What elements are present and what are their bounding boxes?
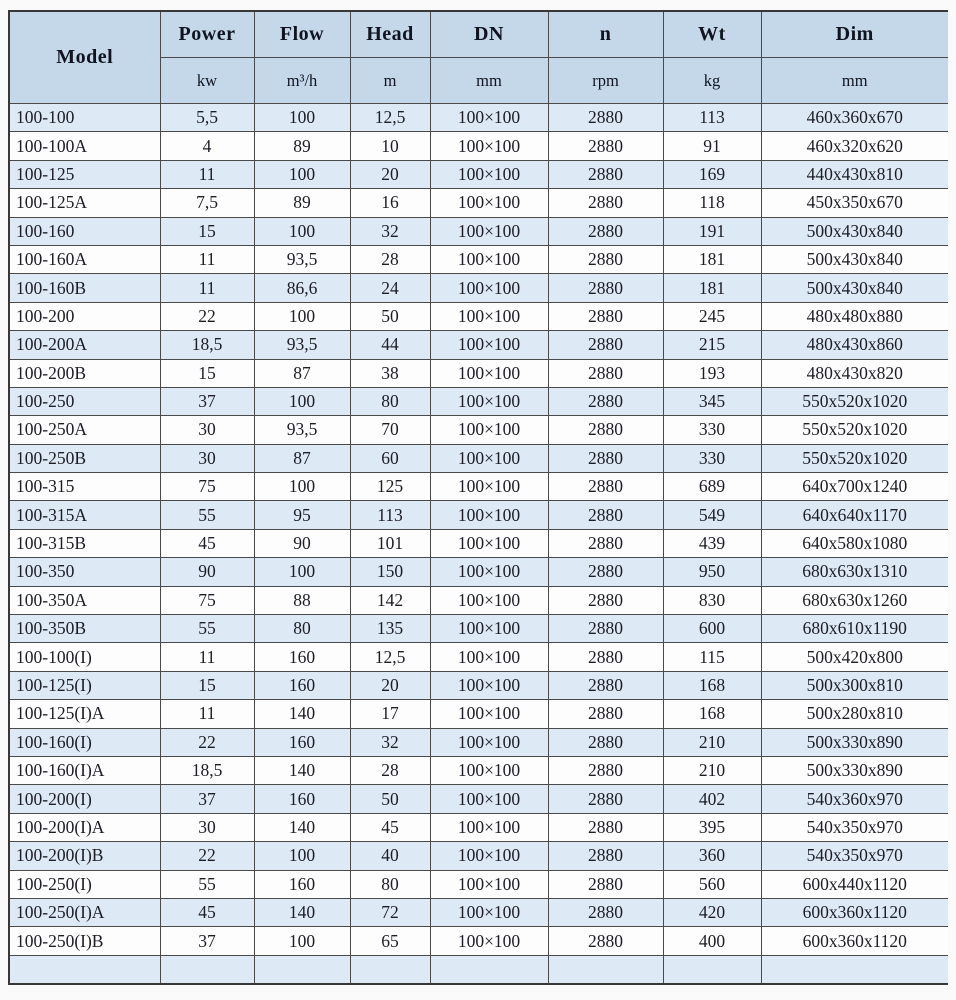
cell-n: 2880 — [548, 473, 663, 501]
cell-wt: 210 — [663, 756, 761, 784]
cell-wt: 600 — [663, 615, 761, 643]
cell-dim: 480x430x820 — [761, 359, 948, 387]
cell-model: 100-250A — [9, 416, 160, 444]
cell-n: 2880 — [548, 160, 663, 188]
unit-dim: mm — [761, 58, 948, 104]
cell-model: 100-125 — [9, 160, 160, 188]
table-row — [9, 501, 948, 529]
cell-model: 100-250(I)A — [9, 898, 160, 926]
cell-power: 7,5 — [160, 189, 254, 217]
cell-n: 2880 — [548, 728, 663, 756]
cell-wt: 400 — [663, 927, 761, 955]
cell-n: 2880 — [548, 189, 663, 217]
table-row — [9, 785, 948, 813]
cell-dim: 680x630x1310 — [761, 558, 948, 586]
cell-dn: 100×100 — [430, 927, 548, 955]
unit-wt: kg — [663, 58, 761, 104]
cell-empty — [761, 955, 948, 984]
cell-wt: 395 — [663, 813, 761, 841]
cell-n: 2880 — [548, 104, 663, 132]
cell-n: 2880 — [548, 813, 663, 841]
cell-model: 100-160A — [9, 245, 160, 273]
cell-power: 75 — [160, 586, 254, 614]
table-row — [9, 728, 948, 756]
table-row — [9, 160, 948, 188]
cell-model: 100-350 — [9, 558, 160, 586]
cell-flow: 100 — [254, 217, 350, 245]
column-header-model: Model — [9, 11, 160, 104]
cell-flow: 93,5 — [254, 331, 350, 359]
cell-flow: 160 — [254, 785, 350, 813]
cell-model: 100-125A — [9, 189, 160, 217]
cell-model: 100-200(I) — [9, 785, 160, 813]
cell-flow: 140 — [254, 700, 350, 728]
cell-dim: 500x430x840 — [761, 245, 948, 273]
cell-wt: 115 — [663, 643, 761, 671]
table-row — [9, 671, 948, 699]
cell-flow: 95 — [254, 501, 350, 529]
cell-head: 142 — [350, 586, 430, 614]
cell-head: 38 — [350, 359, 430, 387]
cell-model: 100-100(I) — [9, 643, 160, 671]
cell-model: 100-100A — [9, 132, 160, 160]
cell-dn: 100×100 — [430, 671, 548, 699]
cell-power: 15 — [160, 217, 254, 245]
cell-head: 20 — [350, 160, 430, 188]
cell-dim: 550x520x1020 — [761, 387, 948, 415]
cell-dn: 100×100 — [430, 104, 548, 132]
cell-dim: 680x610x1190 — [761, 615, 948, 643]
cell-dim: 540x350x970 — [761, 842, 948, 870]
cell-model: 100-200 — [9, 302, 160, 330]
cell-head: 101 — [350, 529, 430, 557]
table-row — [9, 586, 948, 614]
cell-head: 24 — [350, 274, 430, 302]
table-row — [9, 473, 948, 501]
cell-dn: 100×100 — [430, 615, 548, 643]
unit-head: m — [350, 58, 430, 104]
cell-head: 60 — [350, 444, 430, 472]
column-header-wt: Wt — [663, 11, 761, 58]
cell-n: 2880 — [548, 529, 663, 557]
cell-dim: 460x360x670 — [761, 104, 948, 132]
table-row — [9, 615, 948, 643]
cell-flow: 140 — [254, 756, 350, 784]
cell-head: 12,5 — [350, 643, 430, 671]
cell-wt: 215 — [663, 331, 761, 359]
cell-wt: 169 — [663, 160, 761, 188]
cell-wt: 245 — [663, 302, 761, 330]
cell-dn: 100×100 — [430, 501, 548, 529]
unit-n: rpm — [548, 58, 663, 104]
cell-flow: 100 — [254, 842, 350, 870]
cell-empty — [160, 955, 254, 984]
cell-empty — [254, 955, 350, 984]
cell-flow: 87 — [254, 359, 350, 387]
cell-power: 45 — [160, 529, 254, 557]
cell-model: 100-250B — [9, 444, 160, 472]
cell-wt: 91 — [663, 132, 761, 160]
cell-flow: 100 — [254, 473, 350, 501]
unit-power: kw — [160, 58, 254, 104]
cell-model: 100-315B — [9, 529, 160, 557]
cell-power: 11 — [160, 160, 254, 188]
table-row — [9, 217, 948, 245]
cell-dim: 500x280x810 — [761, 700, 948, 728]
cell-power: 90 — [160, 558, 254, 586]
cell-flow: 100 — [254, 558, 350, 586]
table-row — [9, 274, 948, 302]
cell-dn: 100×100 — [430, 473, 548, 501]
table-row — [9, 444, 948, 472]
cell-dim: 540x350x970 — [761, 813, 948, 841]
cell-n: 2880 — [548, 416, 663, 444]
cell-flow: 100 — [254, 104, 350, 132]
cell-flow: 140 — [254, 813, 350, 841]
cell-n: 2880 — [548, 359, 663, 387]
cell-dn: 100×100 — [430, 586, 548, 614]
table-row — [9, 189, 948, 217]
table-row — [9, 104, 948, 132]
cell-head: 70 — [350, 416, 430, 444]
cell-wt: 402 — [663, 785, 761, 813]
cell-head: 125 — [350, 473, 430, 501]
cell-n: 2880 — [548, 842, 663, 870]
cell-dim: 440x430x810 — [761, 160, 948, 188]
cell-wt: 118 — [663, 189, 761, 217]
cell-dim: 680x630x1260 — [761, 586, 948, 614]
cell-dim: 600x360x1120 — [761, 927, 948, 955]
cell-head: 50 — [350, 785, 430, 813]
cell-model: 100-160(I) — [9, 728, 160, 756]
cell-dim: 640x580x1080 — [761, 529, 948, 557]
cell-model: 100-200(I)A — [9, 813, 160, 841]
cell-dn: 100×100 — [430, 160, 548, 188]
cell-dn: 100×100 — [430, 274, 548, 302]
cell-power: 30 — [160, 416, 254, 444]
cell-head: 32 — [350, 728, 430, 756]
cell-power: 37 — [160, 927, 254, 955]
cell-wt: 191 — [663, 217, 761, 245]
cell-dn: 100×100 — [430, 842, 548, 870]
cell-n: 2880 — [548, 132, 663, 160]
cell-model: 100-315 — [9, 473, 160, 501]
cell-n: 2880 — [548, 245, 663, 273]
cell-dn: 100×100 — [430, 785, 548, 813]
cell-head: 65 — [350, 927, 430, 955]
cell-n: 2880 — [548, 586, 663, 614]
cell-head: 16 — [350, 189, 430, 217]
cell-wt: 689 — [663, 473, 761, 501]
cell-empty — [548, 955, 663, 984]
cell-head: 72 — [350, 898, 430, 926]
cell-n: 2880 — [548, 444, 663, 472]
cell-power: 55 — [160, 501, 254, 529]
cell-wt: 345 — [663, 387, 761, 415]
cell-dn: 100×100 — [430, 302, 548, 330]
cell-power: 15 — [160, 359, 254, 387]
cell-head: 40 — [350, 842, 430, 870]
cell-dn: 100×100 — [430, 444, 548, 472]
table-row — [9, 529, 948, 557]
column-header-n: n — [548, 11, 663, 58]
cell-wt: 330 — [663, 444, 761, 472]
cell-flow: 93,5 — [254, 416, 350, 444]
column-header-power: Power — [160, 11, 254, 58]
table-row — [9, 387, 948, 415]
cell-model: 100-315A — [9, 501, 160, 529]
cell-dn: 100×100 — [430, 529, 548, 557]
cell-head: 80 — [350, 387, 430, 415]
cell-dim: 500x330x890 — [761, 728, 948, 756]
cell-flow: 160 — [254, 870, 350, 898]
table-body — [9, 104, 948, 985]
cell-dim: 480x480x880 — [761, 302, 948, 330]
unit-flow: m³/h — [254, 58, 350, 104]
cell-wt: 439 — [663, 529, 761, 557]
cell-dn: 100×100 — [430, 359, 548, 387]
cell-flow: 86,6 — [254, 274, 350, 302]
cell-model: 100-160 — [9, 217, 160, 245]
cell-power: 30 — [160, 444, 254, 472]
cell-dim: 550x520x1020 — [761, 416, 948, 444]
cell-power: 22 — [160, 728, 254, 756]
cell-flow: 100 — [254, 160, 350, 188]
cell-power: 18,5 — [160, 756, 254, 784]
cell-dim: 500x300x810 — [761, 671, 948, 699]
cell-flow: 89 — [254, 189, 350, 217]
cell-dim: 450x350x670 — [761, 189, 948, 217]
table-row — [9, 302, 948, 330]
cell-wt: 420 — [663, 898, 761, 926]
cell-empty — [663, 955, 761, 984]
cell-dn: 100×100 — [430, 245, 548, 273]
table-row-partial — [9, 955, 948, 984]
cell-dim: 600x440x1120 — [761, 870, 948, 898]
cell-model: 100-160B — [9, 274, 160, 302]
cell-head: 10 — [350, 132, 430, 160]
cell-n: 2880 — [548, 501, 663, 529]
cell-n: 2880 — [548, 700, 663, 728]
cell-power: 55 — [160, 870, 254, 898]
cell-n: 2880 — [548, 302, 663, 330]
cell-flow: 160 — [254, 728, 350, 756]
cell-model: 100-160(I)A — [9, 756, 160, 784]
cell-head: 28 — [350, 756, 430, 784]
cell-dim: 600x360x1120 — [761, 898, 948, 926]
cell-flow: 100 — [254, 927, 350, 955]
cell-n: 2880 — [548, 898, 663, 926]
cell-dim: 550x520x1020 — [761, 444, 948, 472]
cell-dn: 100×100 — [430, 387, 548, 415]
cell-dn: 100×100 — [430, 416, 548, 444]
cell-dim: 500x420x800 — [761, 643, 948, 671]
cell-dim: 500x330x890 — [761, 756, 948, 784]
cell-power: 22 — [160, 842, 254, 870]
cell-dim: 500x430x840 — [761, 274, 948, 302]
table-header — [9, 11, 948, 104]
column-header-dim: Dim — [761, 11, 948, 58]
table-row — [9, 898, 948, 926]
column-header-flow: Flow — [254, 11, 350, 58]
cell-dim: 480x430x860 — [761, 331, 948, 359]
cell-flow: 90 — [254, 529, 350, 557]
cell-dn: 100×100 — [430, 728, 548, 756]
pump-spec-table — [8, 10, 948, 985]
cell-n: 2880 — [548, 643, 663, 671]
cell-power: 22 — [160, 302, 254, 330]
cell-power: 18,5 — [160, 331, 254, 359]
cell-flow: 160 — [254, 643, 350, 671]
cell-model: 100-200(I)B — [9, 842, 160, 870]
cell-dim: 640x700x1240 — [761, 473, 948, 501]
cell-n: 2880 — [548, 387, 663, 415]
cell-n: 2880 — [548, 927, 663, 955]
cell-dn: 100×100 — [430, 756, 548, 784]
table-row — [9, 132, 948, 160]
cell-wt: 181 — [663, 245, 761, 273]
cell-power: 75 — [160, 473, 254, 501]
spec-table-container — [8, 10, 948, 1000]
cell-wt: 181 — [663, 274, 761, 302]
cell-head: 150 — [350, 558, 430, 586]
cell-dim: 640x640x1170 — [761, 501, 948, 529]
cell-dim: 500x430x840 — [761, 217, 948, 245]
cell-power: 37 — [160, 785, 254, 813]
cell-model: 100-125(I) — [9, 671, 160, 699]
table-row — [9, 558, 948, 586]
cell-head: 32 — [350, 217, 430, 245]
unit-dn: mm — [430, 58, 548, 104]
table-row — [9, 700, 948, 728]
cell-n: 2880 — [548, 785, 663, 813]
cell-head: 113 — [350, 501, 430, 529]
cell-empty — [350, 955, 430, 984]
table-row — [9, 643, 948, 671]
cell-head: 80 — [350, 870, 430, 898]
cell-flow: 100 — [254, 302, 350, 330]
table-row — [9, 842, 948, 870]
table-row — [9, 756, 948, 784]
cell-wt: 830 — [663, 586, 761, 614]
cell-flow: 87 — [254, 444, 350, 472]
cell-flow: 93,5 — [254, 245, 350, 273]
cell-n: 2880 — [548, 558, 663, 586]
table-row — [9, 870, 948, 898]
cell-n: 2880 — [548, 870, 663, 898]
cell-flow: 160 — [254, 671, 350, 699]
cell-dim: 460x320x620 — [761, 132, 948, 160]
cell-wt: 168 — [663, 700, 761, 728]
cell-wt: 210 — [663, 728, 761, 756]
cell-wt: 193 — [663, 359, 761, 387]
cell-dn: 100×100 — [430, 898, 548, 926]
cell-head: 12,5 — [350, 104, 430, 132]
cell-model: 100-250(I)B — [9, 927, 160, 955]
cell-power: 30 — [160, 813, 254, 841]
cell-flow: 88 — [254, 586, 350, 614]
column-header-dn: DN — [430, 11, 548, 58]
cell-wt: 360 — [663, 842, 761, 870]
column-header-head: Head — [350, 11, 430, 58]
table-row — [9, 416, 948, 444]
cell-dim: 540x360x970 — [761, 785, 948, 813]
cell-wt: 113 — [663, 104, 761, 132]
cell-dn: 100×100 — [430, 870, 548, 898]
cell-dn: 100×100 — [430, 643, 548, 671]
cell-flow: 80 — [254, 615, 350, 643]
cell-flow: 140 — [254, 898, 350, 926]
table-row — [9, 359, 948, 387]
cell-head: 44 — [350, 331, 430, 359]
cell-head: 50 — [350, 302, 430, 330]
cell-n: 2880 — [548, 217, 663, 245]
cell-n: 2880 — [548, 756, 663, 784]
table-row — [9, 245, 948, 273]
cell-empty — [430, 955, 548, 984]
cell-model: 100-350B — [9, 615, 160, 643]
cell-head: 45 — [350, 813, 430, 841]
cell-power: 11 — [160, 274, 254, 302]
cell-dn: 100×100 — [430, 813, 548, 841]
cell-model: 100-200A — [9, 331, 160, 359]
cell-dn: 100×100 — [430, 700, 548, 728]
cell-n: 2880 — [548, 331, 663, 359]
table-row — [9, 927, 948, 955]
cell-power: 4 — [160, 132, 254, 160]
cell-head: 17 — [350, 700, 430, 728]
cell-n: 2880 — [548, 615, 663, 643]
cell-head: 20 — [350, 671, 430, 699]
cell-model: 100-125(I)A — [9, 700, 160, 728]
cell-model: 100-250 — [9, 387, 160, 415]
cell-wt: 549 — [663, 501, 761, 529]
cell-model: 100-350A — [9, 586, 160, 614]
cell-power: 5,5 — [160, 104, 254, 132]
cell-dn: 100×100 — [430, 189, 548, 217]
table-row — [9, 331, 948, 359]
cell-model: 100-250(I) — [9, 870, 160, 898]
cell-power: 45 — [160, 898, 254, 926]
cell-empty — [9, 955, 160, 984]
header-label-row — [9, 11, 948, 58]
cell-wt: 168 — [663, 671, 761, 699]
cell-power: 11 — [160, 643, 254, 671]
cell-flow: 89 — [254, 132, 350, 160]
table-row — [9, 813, 948, 841]
cell-dn: 100×100 — [430, 217, 548, 245]
cell-wt: 330 — [663, 416, 761, 444]
cell-model: 100-200B — [9, 359, 160, 387]
cell-power: 55 — [160, 615, 254, 643]
cell-head: 135 — [350, 615, 430, 643]
cell-dn: 100×100 — [430, 331, 548, 359]
cell-head: 28 — [350, 245, 430, 273]
cell-power: 11 — [160, 700, 254, 728]
cell-n: 2880 — [548, 274, 663, 302]
cell-power: 15 — [160, 671, 254, 699]
cell-dn: 100×100 — [430, 132, 548, 160]
cell-dn: 100×100 — [430, 558, 548, 586]
cell-power: 37 — [160, 387, 254, 415]
cell-wt: 950 — [663, 558, 761, 586]
cell-model: 100-100 — [9, 104, 160, 132]
cell-flow: 100 — [254, 387, 350, 415]
cell-n: 2880 — [548, 671, 663, 699]
cell-power: 11 — [160, 245, 254, 273]
cell-wt: 560 — [663, 870, 761, 898]
